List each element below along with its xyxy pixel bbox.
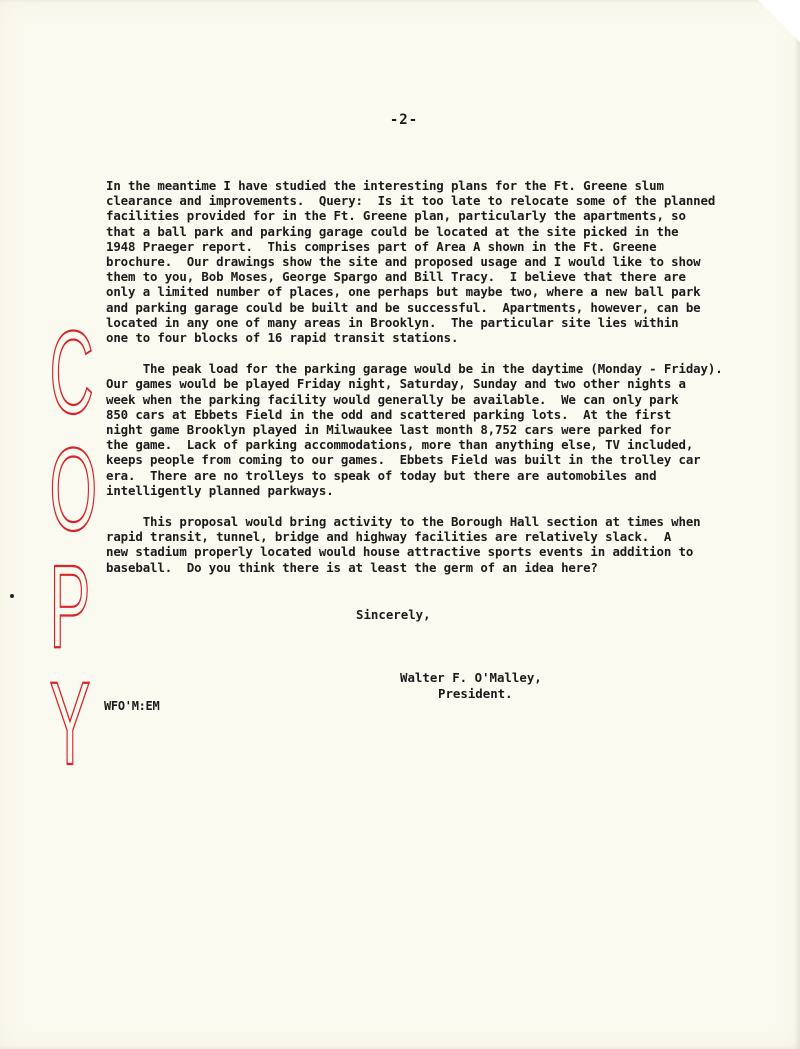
typist-initials: WFO'M:EM — [104, 699, 160, 713]
letter-body — [106, 178, 796, 591]
stamp-letter: Y — [49, 658, 91, 790]
paragraph-3 — [106, 514, 796, 575]
signer-name: Walter F. O'Malley, — [400, 670, 542, 685]
text-line: In the meantime I have studied the interesting plans for the Ft. Greene slum — [106, 178, 664, 193]
signature-block — [400, 670, 542, 702]
stamp-letter: O — [49, 424, 98, 556]
text-line: 850 cars at Ebbets Field in the odd and scattered parking lots. At the first — [106, 406, 672, 422]
text-line: one to four blocks of 16 rapid transit stations. — [106, 330, 459, 346]
text-line: them to you, Bob Moses, George Spargo and Bill Tracy. I believe that there are — [106, 269, 686, 285]
copy-stamp — [36, 307, 98, 790]
text-line: baseball. Do you think there is at least the germ of an idea here? — [106, 559, 598, 575]
text-line: and parking garage could be built and be successful. Apartments, however, can be — [106, 299, 701, 315]
stamp-letter: C — [49, 307, 94, 439]
text-line: only a limited number of places, one perhaps but maybe two, where a new ball park — [106, 284, 701, 300]
closing: Sincerely, — [356, 607, 431, 622]
text-line: The peak load for the parking garage would be in the daytime (Monday - Friday). — [106, 361, 723, 377]
text-line: keeps people from coming to our games. Ebbets Field was built in the trolley car — [106, 452, 701, 468]
text-line: located in any one of many areas in Brooklyn. The particular site lies within — [106, 314, 679, 330]
stamp-letter: P — [49, 541, 91, 673]
text-line: facilities provided for in the Ft. Greene plan, particularly the apartments, so — [106, 208, 686, 224]
text-line: new stadium properly located would house attractive sports events in addition to — [106, 544, 694, 560]
signer-title: President. — [438, 686, 513, 701]
text-line: era. There are no trolleys to speak of today but there are automobiles and — [106, 467, 657, 483]
text-line: the game. Lack of parking accommodations, more than anything else, TV included, — [106, 437, 694, 453]
page-number: -2- — [389, 112, 419, 128]
text-line: week when the parking facility would generally be available. We can only park — [106, 391, 679, 407]
text-line: brochure. Our drawings show the site and proposed usage and I would like to show — [106, 254, 701, 270]
page-corner — [758, 0, 800, 42]
text-line: 1948 Praeger report. This comprises part of Area A shown in the Ft. Greene — [106, 238, 657, 254]
binder-mark — [10, 594, 14, 598]
text-line: Our games would be played Friday night, Saturday, Sunday and two other nights a — [106, 376, 686, 392]
text-line: that a ball park and parking garage could be located at the site picked in the — [106, 223, 679, 239]
text-line: night game Brooklyn played in Milwaukee last month 8,752 cars were parked for — [106, 422, 672, 438]
text-line: This proposal would bring activity to the Borough Hall section at times when — [106, 514, 701, 530]
paragraph-1 — [106, 178, 796, 345]
text-line: clearance and improvements. Query: Is it too late to relocate some of the planned — [106, 193, 716, 209]
text-line: intelligently planned parkways. — [106, 482, 334, 498]
text-line: rapid transit, tunnel, bridge and highway facilities are relatively slack. A — [106, 529, 672, 545]
paragraph-2 — [106, 361, 796, 498]
